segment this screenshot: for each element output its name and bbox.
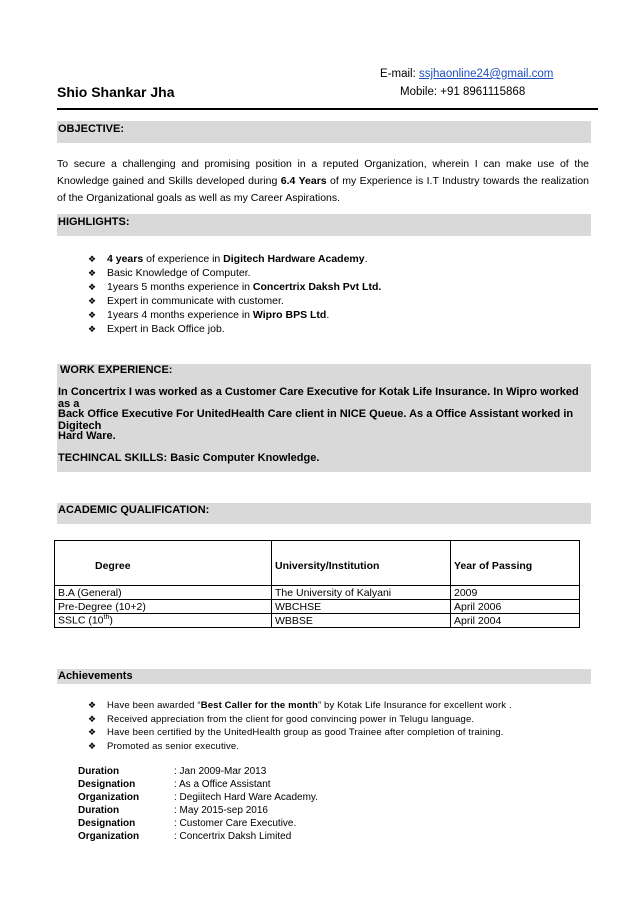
list-item: ❖ Have been certified by the UnitedHealth group as good Trainee after completion of training.	[88, 725, 512, 739]
table-cell: April 2006	[451, 600, 580, 614]
list-item: ❖ 1years 5 months experience in Concertrix Daksh Pvt Ltd.	[88, 280, 381, 294]
table-cell: WBCHSE	[272, 600, 451, 614]
list-item: ❖ Basic Knowledge of Computer.	[88, 266, 381, 280]
list-item: ❖ Promoted as senior executive.	[88, 739, 512, 753]
detail-row: Organization : Concertrix Daksh Limited	[78, 831, 292, 842]
work-line-3: Hard Ware.	[58, 430, 116, 442]
table-cell: The University of Kalyani	[272, 586, 451, 600]
table-header-row	[55, 541, 580, 586]
table-cell: SSLC (10th)	[55, 614, 272, 628]
objective-text: To secure a challenging and promising position in a reputed Organization, wherein I can make use of the Knowledge gained and Skills developed during 6.4 Years of my Experience is I.T Industry towards the realization of the Organizational goals as well as my Career Aspirations.	[57, 158, 589, 204]
detail-row: Designation : As a Office Assistant	[78, 779, 271, 790]
table-cell: Pre-Degree (10+2)	[55, 600, 272, 614]
detail-row: Designation : Customer Care Executive.	[78, 818, 297, 829]
work-line-2: Back Office Executive For UnitedHealth Care client in NICE Queue. As a Office Assistant worked in Digitech	[58, 408, 574, 432]
table-cell: B.A (General)	[55, 586, 272, 600]
achievements-list	[88, 698, 512, 752]
academic-heading: ACADEMIC QUALIFICATION:	[57, 503, 591, 524]
email-link[interactable]: ssjhaonline24@gmail.com	[418, 68, 554, 80]
header-divider	[57, 108, 598, 110]
list-item: ❖ 4 years of experience in Digitech Hardware Academy.	[88, 252, 381, 266]
achievements-heading: Achievements	[57, 669, 591, 684]
table-row	[55, 614, 580, 628]
highlights-heading: HIGHLIGHTS:	[57, 214, 591, 236]
column-header: University/Institution	[272, 541, 451, 586]
email-label: E-mail:	[380, 68, 416, 80]
highlights-list	[88, 252, 381, 336]
work-experience-heading: WORK EXPERIENCE:	[60, 364, 173, 376]
column-header: Year of Passing	[451, 541, 580, 586]
qualification-table	[54, 540, 580, 628]
mobile-number: Mobile: +91 8961115868	[400, 86, 526, 98]
technical-skills: TECHINCAL SKILLS: Basic Computer Knowledge.	[58, 452, 320, 464]
detail-row: Duration : May 2015-sep 2016	[78, 805, 268, 816]
table-row	[55, 586, 580, 600]
column-header: Degree	[55, 541, 272, 586]
list-item: ❖ Expert in communicate with customer.	[88, 294, 381, 308]
detail-row: Duration : Jan 2009-Mar 2013	[78, 766, 267, 777]
work-experience-section	[57, 364, 591, 472]
experience-details	[78, 765, 318, 843]
table-cell: WBBSE	[272, 614, 451, 628]
email-line	[380, 68, 553, 80]
list-item: ❖ 1years 4 months experience in Wipro BPS Ltd.	[88, 308, 381, 322]
list-item: ❖ Have been awarded “Best Caller for the month” by Kotak Life Insurance for excellent work .	[88, 698, 512, 712]
detail-row: Organization : Degiitech Hard Ware Academy.	[78, 792, 318, 803]
table-cell: April 2004	[451, 614, 580, 628]
table-row	[55, 600, 580, 614]
work-line-1: In Concertrix I was worked as a Customer Care Executive for Kotak Life Insurance. In Wipro worked as a	[58, 386, 579, 410]
candidate-name: Shio Shankar Jha	[57, 84, 175, 100]
table-cell: 2009	[451, 586, 580, 600]
objective-heading: OBJECTIVE:	[57, 121, 591, 143]
list-item: ❖ Expert in Back Office job.	[88, 322, 381, 336]
list-item: ❖ Received appreciation from the client for good convincing power in Telugu language.	[88, 712, 512, 726]
